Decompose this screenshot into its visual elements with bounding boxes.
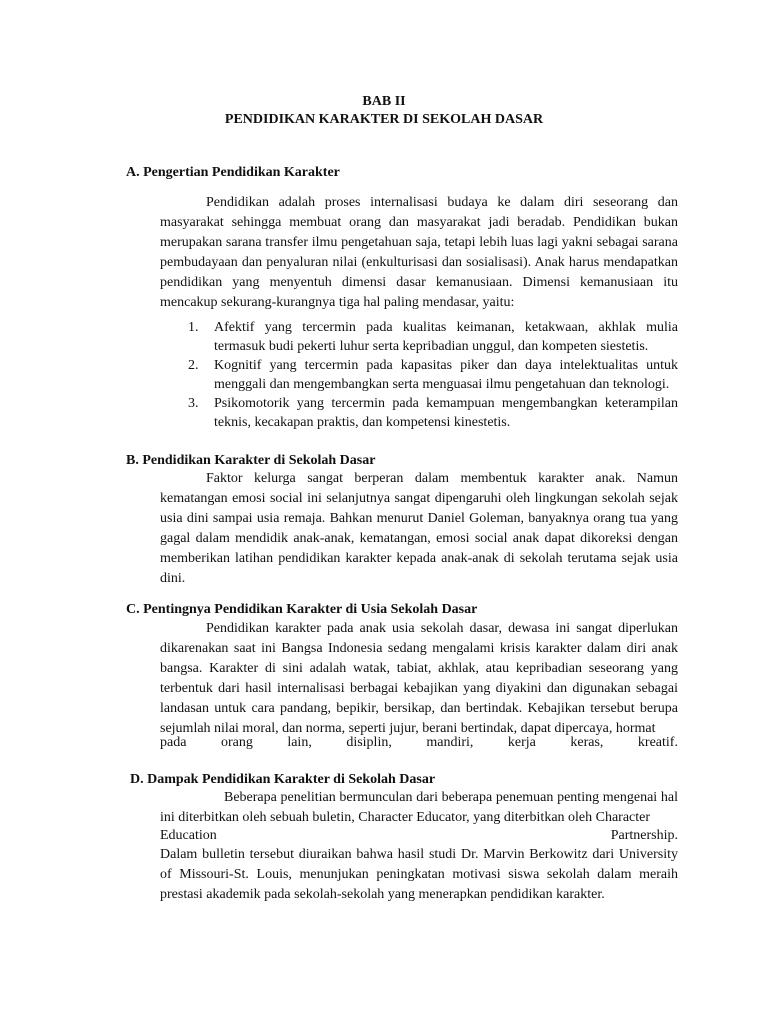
section-d-paragraph-2: Dalam bulletin tersebut diuraikan bahwa hasil studi Dr. Marvin Berkowitz dari University of Missouri-St. Louis, menunjukan peningkatan motivasi siswa sekolah dalam meraih prestasi akademik pada sekolah-sekolah yang menerapkan pendidikan karakter. — [160, 847, 678, 902]
section-d-split-line — [160, 826, 678, 846]
word: keras, — [570, 735, 604, 750]
list-item-number: 3. — [188, 396, 199, 411]
list-item — [160, 318, 678, 356]
word: kreatif. — [637, 735, 678, 750]
list-item-number: 2. — [188, 358, 199, 373]
word: kerja — [507, 735, 536, 750]
section-a-paragraph: Pendidikan adalah proses internalisasi budaya ke dalam diri seseorang dan masyarakat sehingga membuat orang dan masyarakat jadi beradab. Pendidikan bukan merupakan sarana transfer ilmu pengetahuan saja, tetapi lebih luas lagi yakni sebagai sarana pembudayaan dan penyaluran nilai (enkulturisasi dan sosialisasi). Anak harus mendapatkan pendidikan yang menyentuh dimensi dasar kemanusiaan. Dimensi kemanusiaan itu mencakup sekurang-kurangnya tiga hal paling mendasar, yaitu: — [160, 195, 678, 310]
list-item-text: Psikomotorik yang tercermin pada kemampuan mengembangkan keterampilan teknis, kecakapan praktis, dan kompetensi kinestetis. — [214, 396, 678, 430]
word: Partnership. — [610, 828, 678, 843]
list-item-text: Afektif yang tercermin pada kualitas keimanan, ketakwaan, akhlak mulia termasuk budi pekerti luhur serta kepribadian unggul, dan kompeten siestetis. — [214, 320, 678, 354]
section-c-last-line — [160, 733, 678, 753]
list-item — [160, 394, 678, 432]
section-d-heading: D. Dampak Pendidikan Karakter di Sekolah Dasar — [130, 772, 436, 787]
word: pada — [160, 735, 187, 750]
list-item — [160, 356, 678, 394]
section-c-heading: C. Pentingnya Pendidikan Karakter di Usia Sekolah Dasar — [126, 602, 478, 617]
chapter-title: PENDIDIKAN KARAKTER DI SEKOLAH DASAR — [224, 112, 544, 127]
section-a-heading: A. Pengertian Pendidikan Karakter — [126, 165, 340, 180]
word: mandiri, — [426, 735, 474, 750]
chapter-number: BAB II — [362, 94, 406, 109]
section-a-list — [160, 318, 678, 432]
section-d-paragraph-1: Beberapa penelitian bermunculan dari beberapa penemuan penting mengenai hal ini diterbitkan oleh sebuah buletin, Character Educator, yang diterbitkan oleh Character — [160, 790, 678, 825]
list-item-text: Kognitif yang tercermin pada kapasitas piker dan daya intelektualitas untuk menggali dan mengembangkan serta menguasai ilmu pengetahuan dan teknologi. — [214, 358, 678, 392]
section-b-heading: B. Pendidikan Karakter di Sekolah Dasar — [126, 453, 376, 468]
word: orang — [220, 735, 253, 750]
list-item-number: 1. — [188, 320, 199, 335]
word: disiplin, — [346, 735, 392, 750]
section-c-paragraph: Pendidikan karakter pada anak usia sekolah dasar, dewasa ini sangat diperlukan dikarenakan saat ini Bangsa Indonesia sedang mengalami krisis karakter dalam diri anak bangsa. Karakter di sini adalah watak, tabiat, akhlak, atau kepribadian seseorang yang terbentuk dari hasil internalisasi berbagai kebajikan yang diyakini dan digunakan sebagai landasan untuk cara pandang, bepikir, bersikap, dan bertindak. Kebajikan tersebut berupa sejumlah nilai moral, dan norma, seperti jujur, berani bertindak, dapat dipercaya, hormat — [160, 621, 678, 736]
word: lain, — [287, 735, 312, 750]
word: Education — [160, 828, 217, 843]
section-b-paragraph: Faktor kelurga sangat berperan dalam membentuk karakter anak. Namun kematangan emosi social ini selanjutnya sangat dipengaruhi oleh lingkungan sekolah sejak usia dini sampai usia remaja. Bahkan menurut Daniel Goleman, banyaknya orang tua yang gagal dalam mendidik anak-anak, kematangan, emosi social anak dapat dikoreksi dengan memberikan latihan pendidikan karakter kepada anak-anak di sekolah terutama sejak usia dini. — [160, 471, 678, 586]
